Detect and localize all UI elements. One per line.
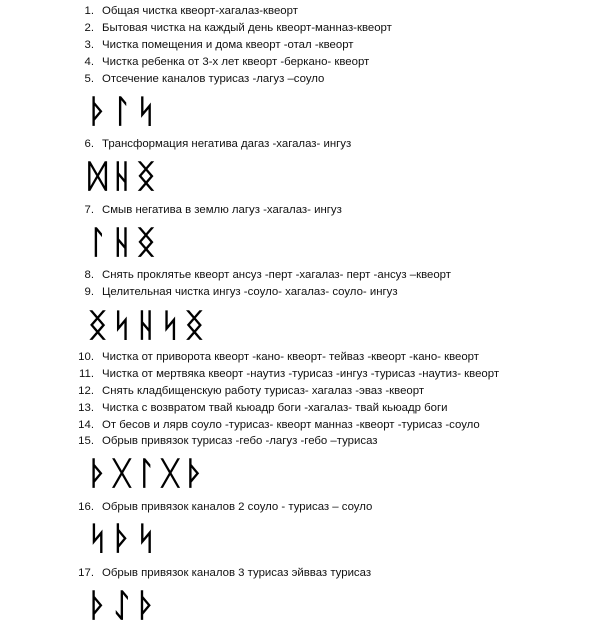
item-text: Снять кладбищенскую работу турисаз- хагалаз -эваз -квеорт [102,385,425,397]
item-text: Обрыв привязок каналов 2 соуло - турисаз – соуло [102,501,373,513]
list-item-17 [0,565,591,582]
rune-formula-7: ᚦᛇᚦ [88,586,161,624]
rune-formula-1: ᚦᛚᛋ [88,92,161,130]
item-number: 6. [84,138,94,150]
item-number: 5. [84,73,94,85]
item-number: 1. [84,5,94,17]
rune-formula-2: ᛞᚺᛝ [88,157,161,195]
item-text: Отсечение каналов турисаз -лагуз –соуло [102,73,325,85]
item-number: 9. [84,286,94,298]
rune-formula-4: ᛝᛋᚺᛋᛝ [88,306,210,344]
list-item-12 [0,383,591,400]
list-item-11 [0,366,591,383]
rune-formula-3: ᛚᚺᛝ [88,223,161,261]
list-item-13 [0,400,591,417]
item-number: 7. [84,204,94,216]
list-item-10 [0,349,591,366]
list-item-3 [0,37,591,54]
list-item-9 [0,284,591,301]
item-text: Целительная чистка ингуз -соуло- хагалаз- соуло- ингуз [102,286,398,298]
list-item-14 [0,417,591,434]
item-text: Снять проклятье квеорт ансуз -перт -хагалаз- перт -ансуз –квеорт [102,269,451,281]
item-number: 16. [78,501,94,513]
item-text: Общая чистка квеорт-хагалаз-квеорт [102,5,298,17]
item-number: 14. [78,419,94,431]
item-text: Обрыв привязок турисаз -гебо -лагуз -гебо –турисаз [102,435,378,447]
item-text: От бесов и лярв соуло -турисаз- квеорт манназ -квеорт -турисаз -соуло [102,419,480,431]
item-number: 12. [78,385,94,397]
item-text: Чистка с возвратом твай кьюадр боги -хагалаз- твай кьюадр боги [102,402,448,414]
item-text: Чистка от мертвяка квеорт -наутиз -турисаз -ингуз -турисаз -наутиз- квеорт [102,368,500,380]
item-text: Чистка ребенка от 3-х лет квеорт -беркано- квеорт [102,56,370,68]
list-item-15 [0,433,591,450]
list-item-1 [0,3,591,20]
item-text: Обрыв привязок каналов 3 турисаз эйвваз турисаз [102,567,372,579]
item-number: 15. [78,435,94,447]
item-number: 8. [84,269,94,281]
item-number: 13. [78,402,94,414]
item-number: 3. [84,39,94,51]
item-number: 10. [78,351,94,363]
item-text: Чистка помещения и дома квеорт -отал -квеорт [102,39,354,51]
list-item-6 [0,136,591,153]
item-number: 2. [84,22,94,34]
list-item-8 [0,267,591,284]
list-item-16 [0,499,591,516]
item-number: 4. [84,56,94,68]
item-number: 17. [78,567,94,579]
item-text: Бытовая чистка на каждый день квеорт-манназ-квеорт [102,22,392,34]
list-item-5 [0,71,591,88]
rune-formula-6: ᛋᚦᛋ [88,519,161,557]
item-text: Трансформация негатива дагаз -хагалаз- ингуз [102,138,352,150]
rune-formula-5: ᚦᚷᛚᚷᚦ [88,454,210,492]
item-number: 11. [79,368,94,380]
list-item-2 [0,20,591,37]
list-item-4 [0,54,591,71]
item-text: Чистка от приворота квеорт -кано- квеорт- тейваз -квеорт -кано- квеорт [102,351,479,363]
item-text: Смыв негатива в землю лагуз -хагалаз- ингуз [102,204,342,216]
list-item-7 [0,202,591,219]
